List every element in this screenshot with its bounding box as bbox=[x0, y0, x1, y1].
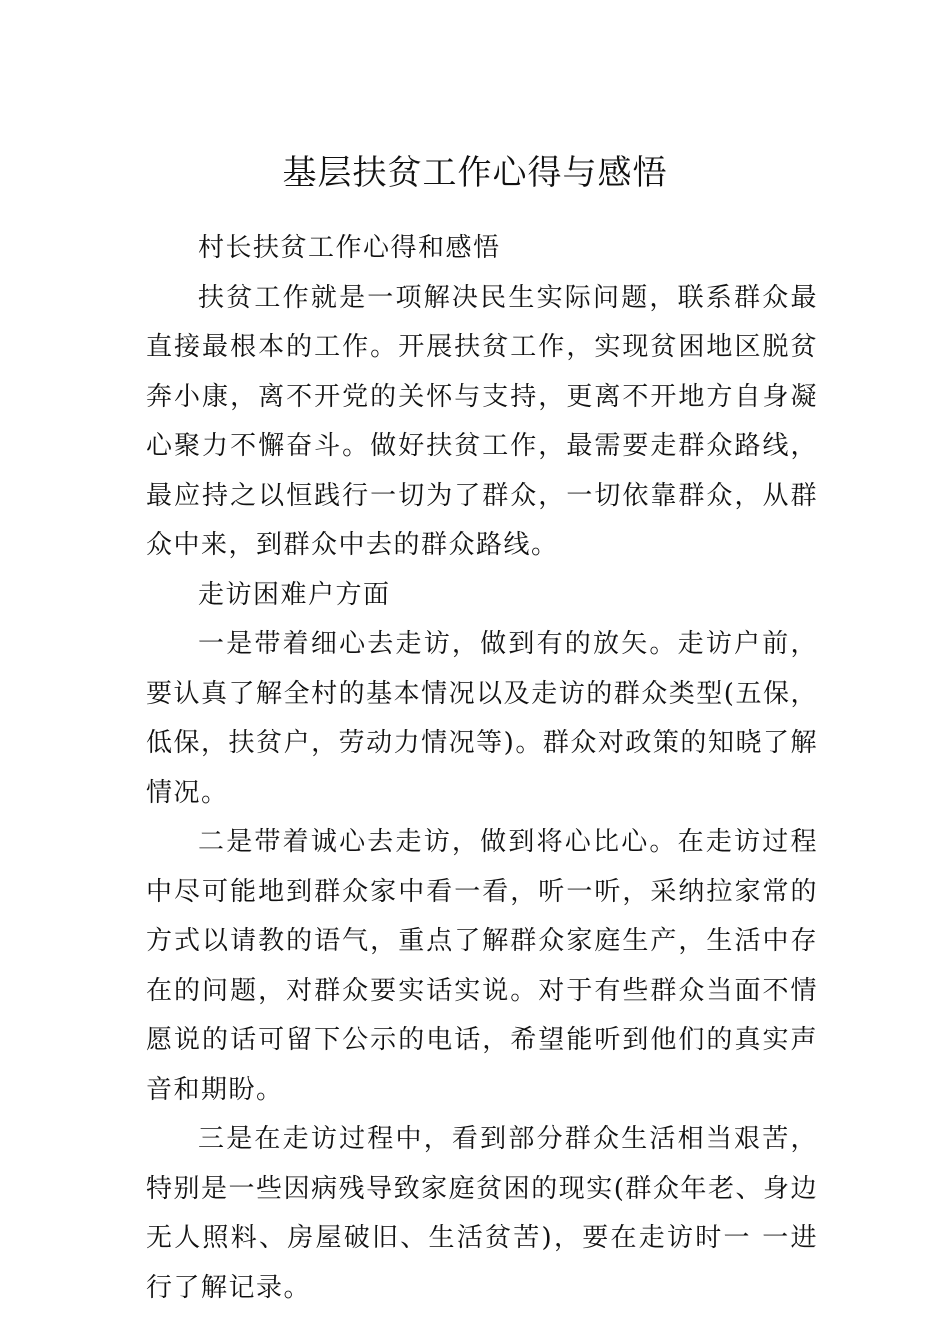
paragraph-point-three: 三是在走访过程中，看到部分群众生活相当艰苦，特别是一些因病残导致家庭贫困的现实(群众年老、身边无人照料、房屋破旧、生活贫苦)，要在走访时一 一进行了解记录。 bbox=[146, 1124, 818, 1303]
paragraph-point-two: 二是带着诚心去走访，做到将心比心。在走访过程中尽可能地到群众家中看一看，听一听，采纳拉家常的方式以请教的语气，重点了解群众家庭生产，生活中存在的问题，对群众要实话实说。对于有些群众当面不情愿说的话可留下公示的电话，希望能听到他们的真实声音和期盼。 bbox=[146, 827, 818, 1105]
paragraph-intro: 扶贫工作就是一项解决民生实际问题，联系群众最直接最根本的工作。开展扶贫工作，实现贫困地区脱贫奔小康，离不开党的关怀与支持，更离不开地方自身凝心聚力不懈奋斗。做好扶贫工作，最需要走群众路线，最应持之以恒践行一切为了群众，一切依靠群众，从群众中来，到群众中去的群众路线。 bbox=[146, 282, 818, 560]
paragraph-point-one: 一是带着细心去走访，做到有的放矢。走访户前，要认真了解全村的基本情况以及走访的群众类型(五保，低保，扶贫户，劳动力情况等)。群众对政策的知晓了解情况。 bbox=[146, 629, 818, 808]
paragraph-section-heading: 走访困难户方面 bbox=[198, 579, 391, 610]
document-title: 基层扶贫工作心得与感悟 bbox=[282, 152, 668, 193]
document-body bbox=[146, 224, 818, 1313]
paragraph-subtitle: 村长扶贫工作心得和感悟 bbox=[198, 233, 501, 263]
